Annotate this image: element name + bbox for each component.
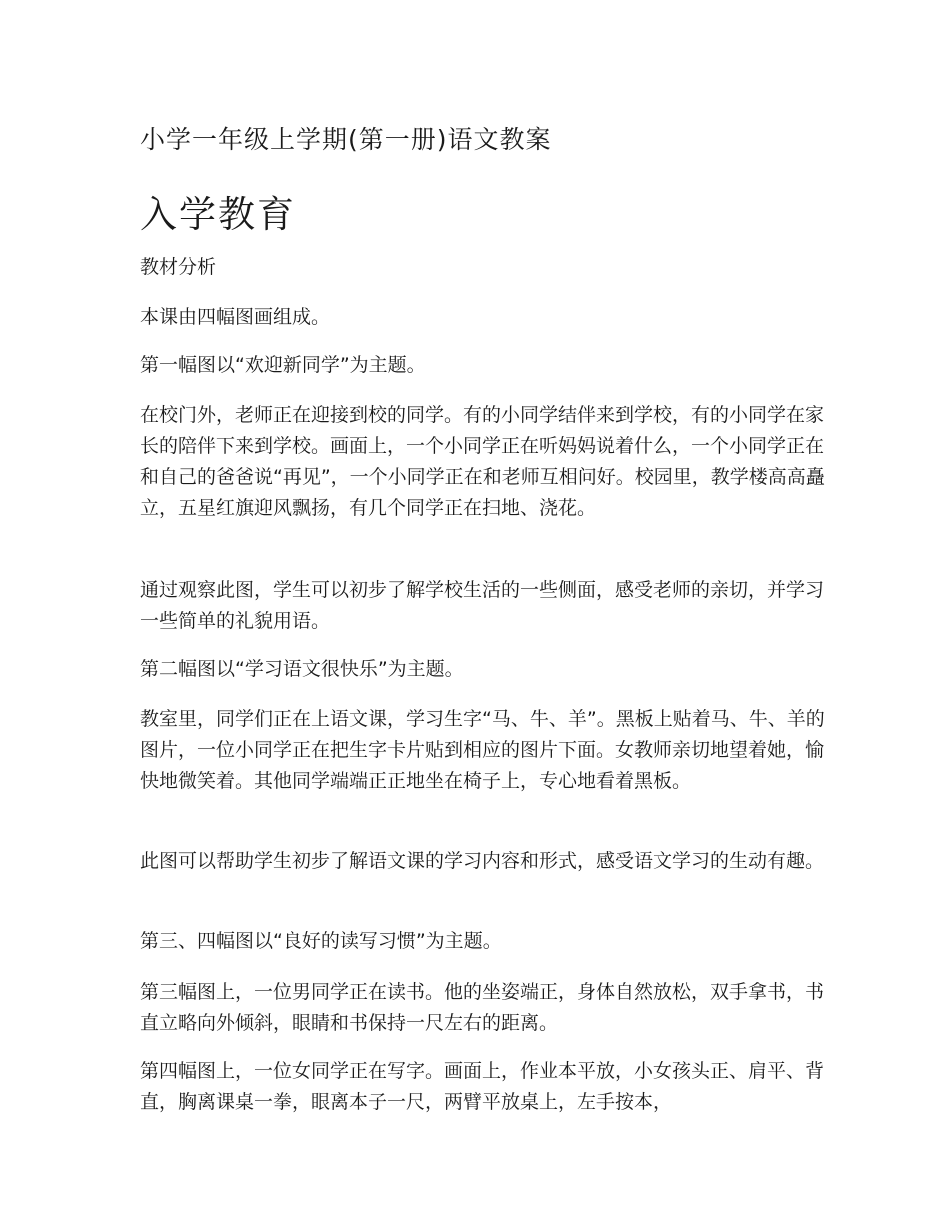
paragraph: 第一幅图以“欢迎新同学”为主题。 bbox=[140, 354, 426, 376]
document-title: 小学一年级上学期(第一册)语文教案 bbox=[140, 125, 552, 154]
paragraph: 在校门外，老师正在迎接到校的同学。有的小同学结伴来到学校，有的小同学在家长的陪伴下来到学校。画面上，一个小同学正在听妈妈说着什么，一个小同学正在和自己的爸爸说“再见”，一个小同学正在和老师互相问好。校园里，教学楼高高矗立，五星红旗迎风飘扬，有几个同学正在扫地、浇花。 bbox=[140, 404, 825, 519]
paragraph: 通过观察此图，学生可以初步了解学校生活的一些侧面，感受老师的亲切，并学习一些简单的礼貌用语。 bbox=[140, 579, 825, 632]
paragraph: 此图可以帮助学生初步了解语文课的学习内容和形式，感受语文学习的生动有趣。 bbox=[140, 850, 825, 872]
section-label: 教材分析 bbox=[140, 256, 217, 278]
paragraph: 第四幅图上，一位女同学正在写字。画面上，作业本平放，小女孩头正、肩平、背直，胸离课桌一拳，眼离本子一尺，两臂平放桌上，左手按本， bbox=[140, 1060, 825, 1113]
paragraph: 第三幅图上，一位男同学正在读书。他的坐姿端正，身体自然放松，双手拿书，书直立略向外倾斜，眼睛和书保持一尺左右的距离。 bbox=[140, 981, 825, 1034]
paragraph: 第三、四幅图以“良好的读写习惯”为主题。 bbox=[140, 930, 502, 952]
paragraph: 教室里，同学们正在上语文课，学习生字“马、牛、羊”。黑板上贴着马、牛、羊的图片，一位小同学正在把生字卡片贴到相应的图片下面。女教师亲切地望着她，愉快地微笑着。其他同学端端正正地坐在椅子上，专心地看着黑板。 bbox=[140, 708, 825, 792]
lesson-heading: 入学教育 bbox=[140, 193, 296, 236]
paragraph: 本课由四幅图画组成。 bbox=[140, 306, 331, 328]
paragraph: 第二幅图以“学习语文很快乐”为主题。 bbox=[140, 658, 464, 680]
